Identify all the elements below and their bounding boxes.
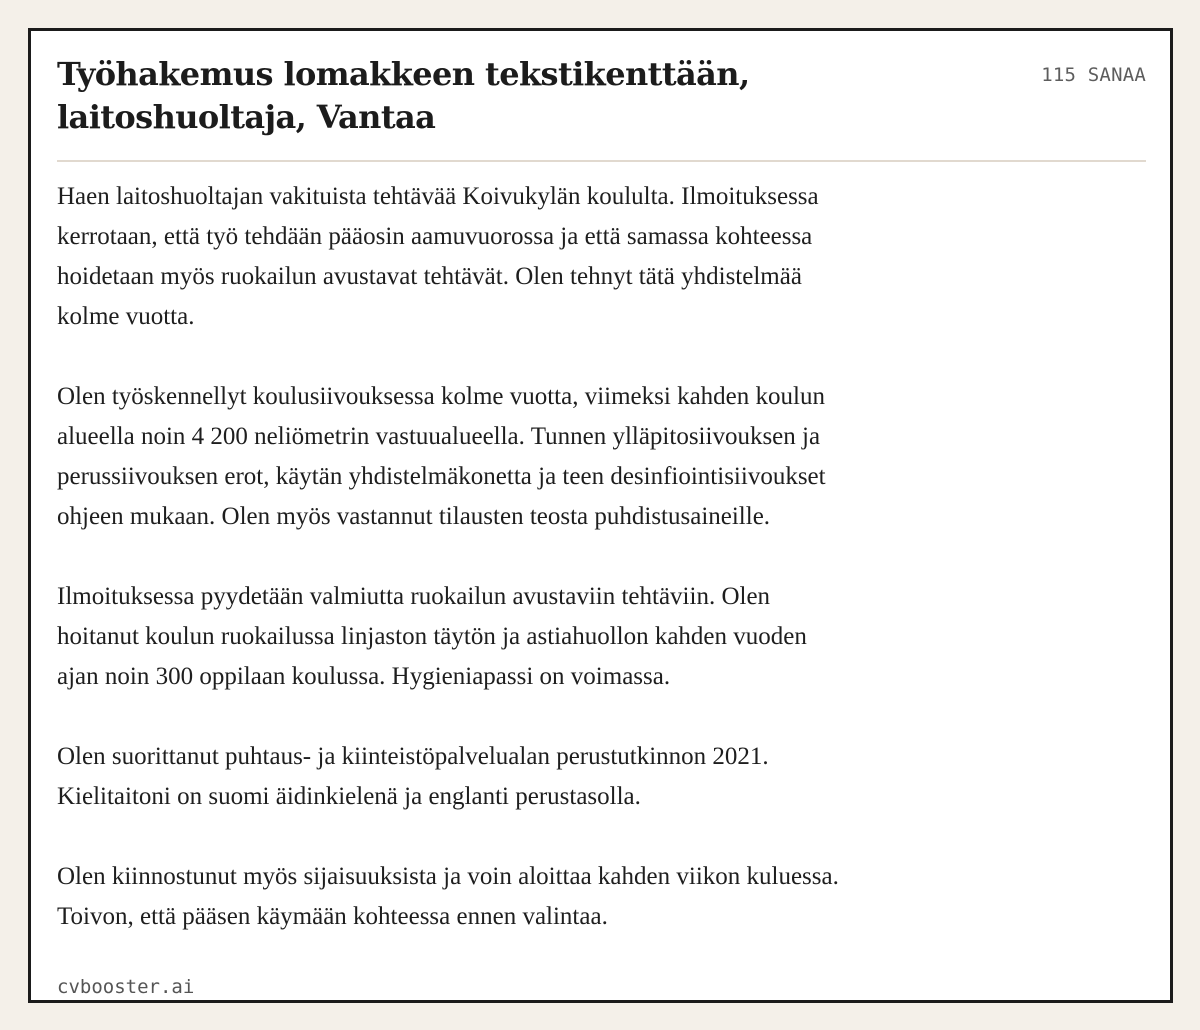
paragraph-2: Olen työskennellyt koulusiivouksessa kolme vuotta, viimeksi kahden koulun alueella noin 4 200 neliömetrin vastuualueella. Tunnen ylläpitosiivouksen ja perussiivouksen erot, käytän yhdistelmäkonetta ja teen desinfiointisiivoukset ohjeen mukaan. Olen myös vastannut tilausten teosta puhdistusaineille. xyxy=(57,383,826,530)
title-line-1: Työhakemus lomakkeen tekstikenttään, xyxy=(57,55,750,93)
paragraph-5: Olen kiinnostunut myös sijaisuuksista ja voin aloittaa kahden viikon kuluessa. Toivon, että pääsen käymään kohteessa ennen valintaa. xyxy=(57,863,839,930)
document-title xyxy=(57,53,877,139)
title-line-2: laitoshuoltaja, Vantaa xyxy=(57,98,436,136)
document-header xyxy=(57,53,1146,163)
footer-brand: cvbooster.ai xyxy=(57,976,195,998)
application-text xyxy=(57,177,1017,977)
header-divider xyxy=(57,160,1146,162)
application-card xyxy=(28,28,1173,1003)
paragraph-4: Olen suorittanut puhtaus- ja kiinteistöpalvelualan perustutkinnon 2021. Kielitaitoni on suomi äidinkielenä ja englanti perustasolla. xyxy=(57,743,769,810)
word-count-badge: 115 SANAA xyxy=(1041,64,1146,86)
paragraph-3: Ilmoituksessa pyydetään valmiutta ruokailun avustaviin tehtäviin. Olen hoitanut koulun ruokailussa linjaston täytön ja astiahuollon kahden vuoden ajan noin 300 oppilaan koulussa. Hygieniapassi on voimassa. xyxy=(57,583,807,690)
paragraph-1: Haen laitoshuoltajan vakituista tehtävää Koivukylän koululta. Ilmoituksessa kerrotaan, että työ tehdään pääosin aamuvuorossa ja että samassa kohteessa hoidetaan myös ruokailun avustavat tehtävät. Olen tehnyt tätä yhdistelmää kolme vuotta. xyxy=(57,183,819,330)
